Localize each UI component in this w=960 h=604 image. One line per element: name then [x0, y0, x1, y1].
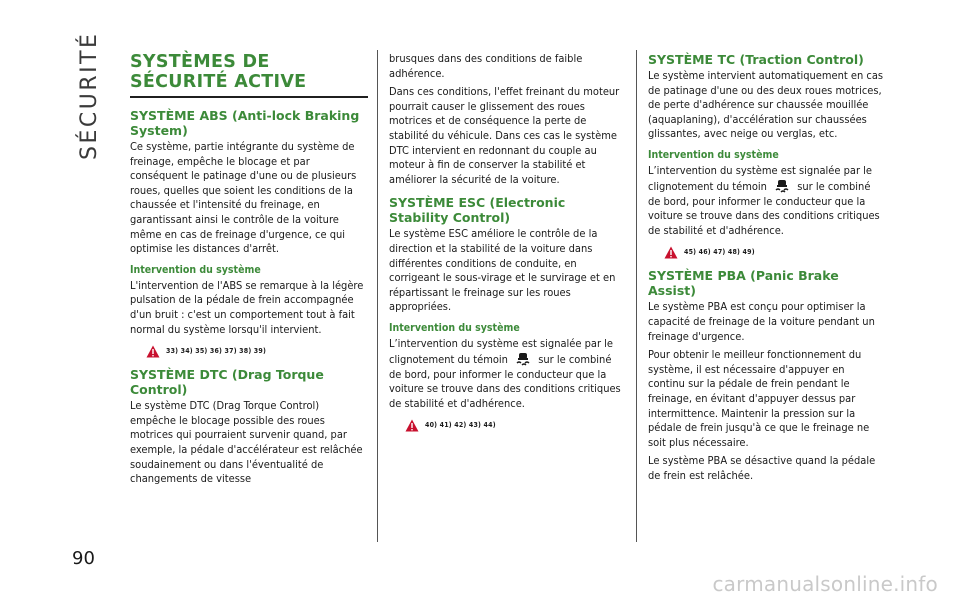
dtc-conditions-paragraph: Dans ces conditions, l'effet freinant du moteur pourrait causer le glissement des roues motrices et de conséquence la perte de stabilité du véhicule. Dans ces cas le système DTC intervient en redonnant du couple au moteur à fin de conserver la stabilité et améliorer la sécurité de la voiture.	[389, 85, 620, 186]
warning-triangle-icon	[664, 246, 678, 259]
column-1	[130, 52, 368, 491]
pba-paragraph-1: Le système PBA est conçu pour optimiser la capacité de freinage de la voiture pendant un freinage d'urgence.	[648, 300, 875, 343]
page-title: SYSTÈMES DE SÉCURITÉ ACTIVE	[130, 52, 368, 98]
column-divider	[636, 50, 637, 542]
traction-control-icon	[773, 179, 791, 195]
abs-warning-refs	[146, 343, 368, 359]
dtc-paragraph: Le système DTC (Drag Torque Control) empêche le blocage possible des roues motrices qui pourraient survenir quand, par exemple, la pédale d'accélérateur est relâchée soudainement ou dans l'éventualité de changements de vitesse	[130, 399, 363, 486]
warning-ref-numbers: 45) 46) 47) 48) 49)	[684, 248, 755, 257]
pba-paragraph-2: Pour obtenir le meilleur fonctionnement du système, il est nécessaire d'appuyer en continu sur la pédale de frein pendant le freinage, en évitant d'appuyer dessus par intermittence. Maintenir la pression sur la pédale de frein jusqu'à ce que le freinage ne soit plus nécessaire.	[648, 348, 870, 449]
warning-ref-numbers: 33) 34) 35) 36) 37) 38) 39)	[166, 347, 267, 356]
esc-heading: SYSTÈME ESC (Electronic Stability Control)	[389, 195, 566, 226]
watermark: carmanualsonline.info	[712, 572, 938, 596]
column-divider	[377, 50, 378, 542]
warning-triangle-icon	[405, 419, 419, 432]
tc-intervention-text-a: L’intervention du système est signalée par le clignotement du témoin	[648, 163, 873, 193]
tc-heading: SYSTÈME TC (Traction Control)	[648, 52, 864, 67]
column-3	[648, 52, 884, 487]
dtc-heading: SYSTÈME DTC (Drag Torque Control)	[130, 367, 324, 398]
esc-intervention-text-b: sur le combiné de bord, pour informer le conducteur que la voiture se trouve dans des conditions critiques de stabilité et d'adhérence.	[389, 352, 621, 410]
warning-ref-numbers: 40) 41) 42) 43) 44)	[425, 421, 496, 430]
tc-subheading: Intervention du système	[648, 148, 779, 161]
abs-heading: SYSTÈME ABS (Anti-lock Braking System)	[130, 108, 360, 138]
esc-intervention-text-a: L’intervention du système est signalée par le clignotement du témoin	[389, 336, 614, 366]
tc-intervention-text-b: sur le combiné de bord, pour informer le conducteur que la voiture se trouve dans des conditions critiques de stabilité et d'adhérence.	[648, 179, 880, 237]
section-side-title: SÉCURITÉ	[77, 31, 102, 160]
abs-intervention-paragraph: L'intervention de l'ABS se remarque à la légère pulsation de la pédale de frein accompagnée d'un bruit : c'est un comportement tout à fait normal du système lorsqu'il intervient.	[130, 278, 364, 336]
tc-intervention-paragraph	[648, 164, 884, 238]
warning-triangle-icon	[146, 345, 160, 358]
pba-heading: SYSTÈME PBA (Panic Brake Assist)	[648, 268, 839, 299]
traction-control-icon	[514, 352, 532, 368]
tc-warning-refs	[664, 244, 884, 260]
abs-subheading: Intervention du système	[130, 263, 261, 276]
page-number: 90	[72, 548, 95, 569]
esc-intervention-paragraph	[389, 337, 626, 411]
abs-paragraph: Ce système, partie intégrante du système de freinage, empêche le blocage et par conséquent le patinage d'une ou de plusieurs roues, quelles que soient les conditions de la chaussée et l'intensité du freinage, en garantissant ainsi le contrôle de la voiture même en cas de freinage d'urgence, ce qui optimise les distances d'arrêt.	[130, 140, 357, 256]
esc-paragraph: Le système ESC améliore le contrôle de la direction et la stabilité de la voiture dans différentes conditions de conduite, en corrigeant le sous-virage et le survirage et en répartissant le freinage sur les roues appropriées.	[389, 227, 616, 314]
esc-subheading: Intervention du système	[389, 321, 520, 334]
tc-paragraph: Le système intervient automatiquement en cas de patinage d'une ou des deux roues motrices, de perte d'adhérence sur chaussée mouillée (aquaplaning), d'accélération sur chaussées glissantes, avec neige ou verglas, etc.	[648, 69, 884, 141]
esc-warning-refs	[405, 417, 626, 433]
dtc-continued-paragraph: brusques dans des conditions de faible adhérence.	[389, 52, 583, 80]
column-2	[389, 52, 626, 439]
pba-paragraph-3: Le système PBA se désactive quand la pédale de frein est relâchée.	[648, 454, 876, 482]
